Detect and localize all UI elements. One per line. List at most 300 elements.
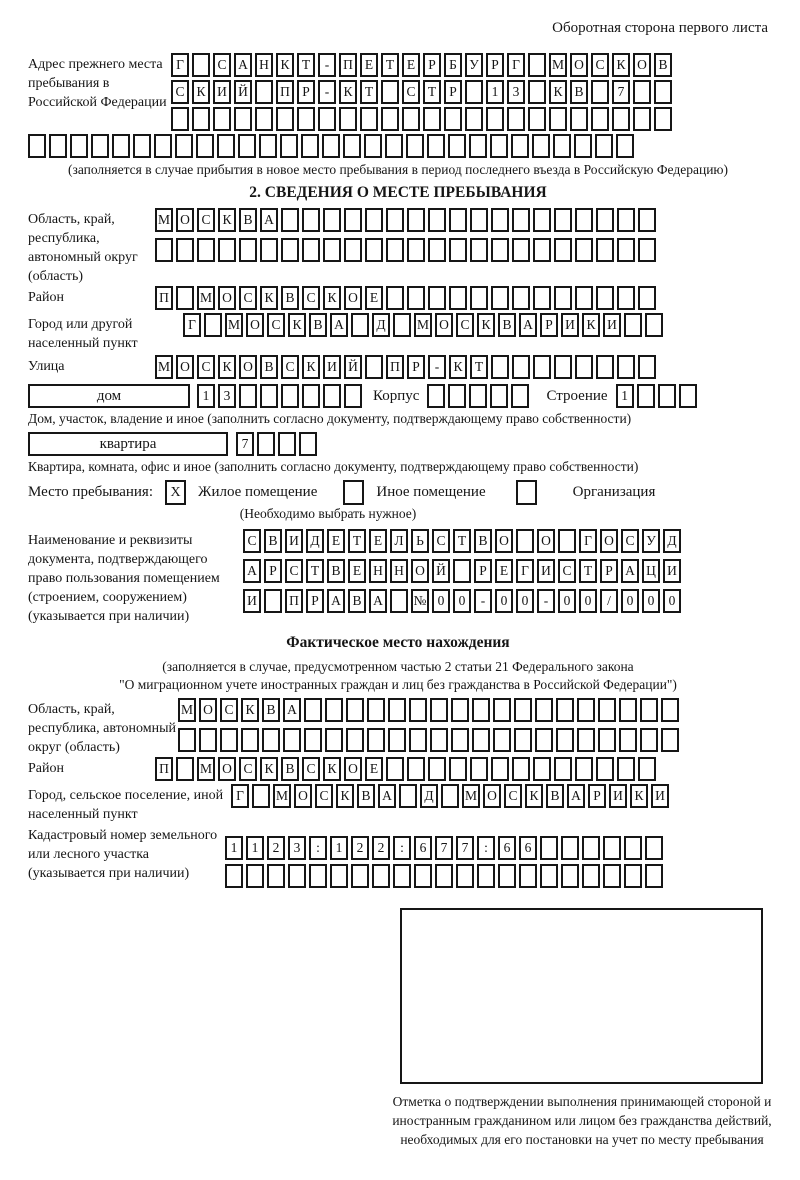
- char-box[interactable]: [323, 384, 341, 408]
- char-box[interactable]: [428, 208, 446, 232]
- char-box[interactable]: [491, 208, 509, 232]
- char-box[interactable]: [470, 757, 488, 781]
- char-box[interactable]: [640, 698, 658, 722]
- char-box[interactable]: С: [621, 529, 639, 553]
- char-box[interactable]: [176, 757, 194, 781]
- char-box[interactable]: [512, 757, 530, 781]
- char-box[interactable]: В: [260, 355, 278, 379]
- char-box[interactable]: 0: [558, 589, 576, 613]
- char-box[interactable]: [511, 384, 529, 408]
- char-box[interactable]: С: [239, 757, 257, 781]
- char-box[interactable]: [498, 864, 516, 888]
- char-box[interactable]: [28, 134, 46, 158]
- char-box[interactable]: [344, 384, 362, 408]
- char-box[interactable]: [549, 107, 567, 131]
- char-box[interactable]: [155, 238, 173, 262]
- char-box[interactable]: -: [428, 355, 446, 379]
- char-box[interactable]: К: [336, 784, 354, 808]
- char-box[interactable]: П: [285, 589, 303, 613]
- char-box[interactable]: П: [386, 355, 404, 379]
- char-box[interactable]: [514, 728, 532, 752]
- char-box[interactable]: [339, 107, 357, 131]
- char-box[interactable]: [196, 134, 214, 158]
- char-box[interactable]: [360, 107, 378, 131]
- char-box[interactable]: [304, 728, 322, 752]
- char-box[interactable]: С: [220, 698, 238, 722]
- char-box[interactable]: А: [519, 313, 537, 337]
- char-box[interactable]: [407, 238, 425, 262]
- char-box[interactable]: [325, 728, 343, 752]
- char-box[interactable]: [528, 80, 546, 104]
- char-box[interactable]: [309, 864, 327, 888]
- char-box[interactable]: О: [344, 757, 362, 781]
- char-box[interactable]: Е: [365, 757, 383, 781]
- char-box[interactable]: [561, 864, 579, 888]
- char-box[interactable]: 1: [486, 80, 504, 104]
- char-box[interactable]: [679, 384, 697, 408]
- char-box[interactable]: К: [449, 355, 467, 379]
- char-box[interactable]: [638, 757, 656, 781]
- char-box[interactable]: [288, 864, 306, 888]
- char-box[interactable]: Р: [540, 313, 558, 337]
- char-box[interactable]: [637, 384, 655, 408]
- char-box[interactable]: Е: [402, 53, 420, 77]
- char-box[interactable]: :: [477, 836, 495, 860]
- char-box[interactable]: [386, 286, 404, 310]
- char-box[interactable]: [259, 134, 277, 158]
- char-box[interactable]: [616, 134, 634, 158]
- char-box[interactable]: В: [357, 784, 375, 808]
- char-box[interactable]: [470, 208, 488, 232]
- char-box[interactable]: 0: [663, 589, 681, 613]
- char-box[interactable]: Т: [348, 529, 366, 553]
- char-box[interactable]: М: [178, 698, 196, 722]
- char-box[interactable]: [280, 134, 298, 158]
- char-box[interactable]: С: [315, 784, 333, 808]
- char-box[interactable]: [472, 728, 490, 752]
- char-box[interactable]: С: [243, 529, 261, 553]
- char-box[interactable]: К: [323, 757, 341, 781]
- char-box[interactable]: С: [591, 53, 609, 77]
- char-box[interactable]: [511, 134, 529, 158]
- char-box[interactable]: [470, 238, 488, 262]
- char-box[interactable]: М: [273, 784, 291, 808]
- char-box[interactable]: 0: [453, 589, 471, 613]
- char-box[interactable]: О: [600, 529, 618, 553]
- char-box[interactable]: [595, 134, 613, 158]
- char-box[interactable]: С: [302, 757, 320, 781]
- char-box[interactable]: К: [302, 355, 320, 379]
- char-box[interactable]: И: [213, 80, 231, 104]
- char-box[interactable]: [239, 238, 257, 262]
- char-box[interactable]: [176, 238, 194, 262]
- char-box[interactable]: [465, 107, 483, 131]
- char-box[interactable]: 7: [456, 836, 474, 860]
- char-box[interactable]: [638, 238, 656, 262]
- char-box[interactable]: О: [435, 313, 453, 337]
- char-box[interactable]: [323, 238, 341, 262]
- char-box[interactable]: А: [234, 53, 252, 77]
- char-box[interactable]: 2: [351, 836, 369, 860]
- char-box[interactable]: [617, 355, 635, 379]
- char-box[interactable]: [386, 208, 404, 232]
- char-box[interactable]: [612, 107, 630, 131]
- char-box[interactable]: В: [281, 286, 299, 310]
- char-box[interactable]: [346, 728, 364, 752]
- char-box[interactable]: Е: [360, 53, 378, 77]
- char-box[interactable]: [451, 698, 469, 722]
- char-box[interactable]: [596, 757, 614, 781]
- char-box[interactable]: Т: [381, 53, 399, 77]
- char-box[interactable]: [252, 784, 270, 808]
- char-box[interactable]: [281, 208, 299, 232]
- char-box[interactable]: [325, 698, 343, 722]
- char-box[interactable]: И: [537, 559, 555, 583]
- char-box[interactable]: [427, 134, 445, 158]
- char-box[interactable]: [351, 313, 369, 337]
- char-box[interactable]: Р: [297, 80, 315, 104]
- char-box[interactable]: [528, 107, 546, 131]
- char-box[interactable]: [407, 208, 425, 232]
- char-box[interactable]: К: [323, 286, 341, 310]
- char-box[interactable]: А: [567, 784, 585, 808]
- char-box[interactable]: [217, 134, 235, 158]
- char-box[interactable]: [365, 208, 383, 232]
- char-box[interactable]: [427, 384, 445, 408]
- char-box[interactable]: 6: [414, 836, 432, 860]
- char-box[interactable]: О: [344, 286, 362, 310]
- char-box[interactable]: [638, 208, 656, 232]
- char-box[interactable]: И: [663, 559, 681, 583]
- char-box[interactable]: С: [504, 784, 522, 808]
- char-box[interactable]: [318, 107, 336, 131]
- char-box[interactable]: [556, 698, 574, 722]
- char-box[interactable]: М: [197, 286, 215, 310]
- char-box[interactable]: [645, 864, 663, 888]
- char-box[interactable]: [365, 238, 383, 262]
- char-box[interactable]: -: [318, 53, 336, 77]
- char-box[interactable]: М: [414, 313, 432, 337]
- char-box[interactable]: В: [654, 53, 672, 77]
- char-box[interactable]: [469, 134, 487, 158]
- char-box[interactable]: [414, 864, 432, 888]
- char-box[interactable]: [283, 728, 301, 752]
- char-box[interactable]: А: [378, 784, 396, 808]
- char-box[interactable]: [624, 836, 642, 860]
- char-box[interactable]: [192, 107, 210, 131]
- char-box[interactable]: [428, 757, 446, 781]
- char-box[interactable]: [491, 355, 509, 379]
- char-box[interactable]: К: [260, 757, 278, 781]
- char-box[interactable]: [220, 728, 238, 752]
- char-box[interactable]: О: [411, 559, 429, 583]
- char-box[interactable]: [633, 107, 651, 131]
- char-box[interactable]: Б: [444, 53, 462, 77]
- char-box[interactable]: [204, 313, 222, 337]
- char-box[interactable]: М: [155, 208, 173, 232]
- char-box[interactable]: О: [218, 286, 236, 310]
- checkbox-other-premises[interactable]: [343, 480, 364, 505]
- char-box[interactable]: [365, 355, 383, 379]
- char-box[interactable]: 0: [495, 589, 513, 613]
- char-box[interactable]: -: [537, 589, 555, 613]
- char-box[interactable]: О: [633, 53, 651, 77]
- char-box[interactable]: [575, 355, 593, 379]
- char-box[interactable]: Г: [516, 559, 534, 583]
- char-box[interactable]: [514, 698, 532, 722]
- char-box[interactable]: [633, 80, 651, 104]
- char-box[interactable]: [393, 864, 411, 888]
- char-box[interactable]: [364, 134, 382, 158]
- char-box[interactable]: [603, 836, 621, 860]
- char-box[interactable]: И: [651, 784, 669, 808]
- char-box[interactable]: Р: [306, 589, 324, 613]
- char-box[interactable]: [344, 208, 362, 232]
- char-box[interactable]: А: [327, 589, 345, 613]
- char-box[interactable]: [453, 559, 471, 583]
- char-box[interactable]: 2: [372, 836, 390, 860]
- char-box[interactable]: [276, 107, 294, 131]
- char-box[interactable]: [449, 238, 467, 262]
- char-box[interactable]: [281, 384, 299, 408]
- char-box[interactable]: Л: [390, 529, 408, 553]
- char-box[interactable]: [640, 728, 658, 752]
- char-box[interactable]: 0: [579, 589, 597, 613]
- char-box[interactable]: О: [495, 529, 513, 553]
- char-box[interactable]: [451, 728, 469, 752]
- char-box[interactable]: [386, 757, 404, 781]
- char-box[interactable]: О: [199, 698, 217, 722]
- char-box[interactable]: [218, 238, 236, 262]
- char-box[interactable]: [407, 757, 425, 781]
- char-box[interactable]: Т: [579, 559, 597, 583]
- char-box[interactable]: /: [600, 589, 618, 613]
- char-box[interactable]: И: [609, 784, 627, 808]
- char-box[interactable]: О: [239, 355, 257, 379]
- char-box[interactable]: -: [474, 589, 492, 613]
- char-box[interactable]: 0: [621, 589, 639, 613]
- char-box[interactable]: [343, 134, 361, 158]
- char-box[interactable]: Д: [420, 784, 438, 808]
- char-box[interactable]: [402, 107, 420, 131]
- char-box[interactable]: [255, 80, 273, 104]
- char-box[interactable]: [154, 134, 172, 158]
- char-box[interactable]: М: [155, 355, 173, 379]
- char-box[interactable]: С: [281, 355, 299, 379]
- char-box[interactable]: [624, 313, 642, 337]
- char-box[interactable]: Т: [453, 529, 471, 553]
- char-box[interactable]: Г: [231, 784, 249, 808]
- char-box[interactable]: [330, 864, 348, 888]
- char-box[interactable]: [197, 238, 215, 262]
- char-box[interactable]: [535, 728, 553, 752]
- char-box[interactable]: А: [283, 698, 301, 722]
- char-box[interactable]: Ц: [642, 559, 660, 583]
- char-box[interactable]: [528, 53, 546, 77]
- char-box[interactable]: [304, 698, 322, 722]
- char-box[interactable]: У: [642, 529, 660, 553]
- char-box[interactable]: [556, 728, 574, 752]
- char-box[interactable]: [575, 238, 593, 262]
- char-box[interactable]: [661, 728, 679, 752]
- char-box[interactable]: [619, 728, 637, 752]
- char-box[interactable]: [448, 384, 466, 408]
- char-box[interactable]: [260, 384, 278, 408]
- char-box[interactable]: Д: [306, 529, 324, 553]
- char-box[interactable]: [255, 107, 273, 131]
- char-box[interactable]: [617, 238, 635, 262]
- char-box[interactable]: [441, 784, 459, 808]
- char-box[interactable]: И: [323, 355, 341, 379]
- char-box[interactable]: 7: [435, 836, 453, 860]
- char-box[interactable]: [281, 238, 299, 262]
- char-box[interactable]: М: [462, 784, 480, 808]
- char-box[interactable]: [553, 134, 571, 158]
- char-box[interactable]: [49, 134, 67, 158]
- char-box[interactable]: [532, 134, 550, 158]
- char-box[interactable]: В: [546, 784, 564, 808]
- char-box[interactable]: [491, 757, 509, 781]
- char-box[interactable]: [406, 134, 424, 158]
- char-box[interactable]: [477, 864, 495, 888]
- char-box[interactable]: [199, 728, 217, 752]
- char-box[interactable]: [267, 864, 285, 888]
- char-box[interactable]: 1: [246, 836, 264, 860]
- char-box[interactable]: П: [339, 53, 357, 77]
- char-box[interactable]: К: [288, 313, 306, 337]
- char-box[interactable]: С: [402, 80, 420, 104]
- char-box[interactable]: В: [348, 589, 366, 613]
- char-box[interactable]: [465, 80, 483, 104]
- char-box[interactable]: П: [155, 286, 173, 310]
- char-box[interactable]: [519, 864, 537, 888]
- char-box[interactable]: [617, 757, 635, 781]
- char-box[interactable]: Т: [297, 53, 315, 77]
- char-box[interactable]: К: [218, 355, 236, 379]
- char-box[interactable]: [133, 134, 151, 158]
- char-box[interactable]: [575, 208, 593, 232]
- char-box[interactable]: А: [243, 559, 261, 583]
- char-box[interactable]: [297, 107, 315, 131]
- char-box[interactable]: [654, 107, 672, 131]
- char-box[interactable]: [407, 286, 425, 310]
- char-box[interactable]: [598, 698, 616, 722]
- char-box[interactable]: [409, 698, 427, 722]
- char-box[interactable]: [561, 836, 579, 860]
- char-box[interactable]: С: [213, 53, 231, 77]
- char-box[interactable]: [516, 529, 534, 553]
- char-box[interactable]: Й: [344, 355, 362, 379]
- char-box[interactable]: [570, 107, 588, 131]
- char-box[interactable]: И: [561, 313, 579, 337]
- char-box[interactable]: Т: [470, 355, 488, 379]
- char-box[interactable]: [381, 80, 399, 104]
- char-box[interactable]: [428, 238, 446, 262]
- char-box[interactable]: Г: [171, 53, 189, 77]
- char-box[interactable]: С: [302, 286, 320, 310]
- char-box[interactable]: [302, 238, 320, 262]
- char-box[interactable]: [554, 238, 572, 262]
- char-box[interactable]: [112, 134, 130, 158]
- char-box[interactable]: [486, 107, 504, 131]
- char-box[interactable]: Ь: [411, 529, 429, 553]
- char-box[interactable]: [470, 286, 488, 310]
- char-box[interactable]: М: [225, 313, 243, 337]
- char-box[interactable]: [260, 238, 278, 262]
- char-box[interactable]: [301, 134, 319, 158]
- char-box[interactable]: [346, 698, 364, 722]
- char-box[interactable]: [554, 286, 572, 310]
- char-box[interactable]: О: [176, 208, 194, 232]
- char-box[interactable]: В: [264, 529, 282, 553]
- char-box[interactable]: [344, 238, 362, 262]
- char-box[interactable]: [617, 208, 635, 232]
- char-box[interactable]: [393, 313, 411, 337]
- char-box[interactable]: В: [262, 698, 280, 722]
- char-box[interactable]: С: [456, 313, 474, 337]
- char-box[interactable]: И: [243, 589, 261, 613]
- char-box[interactable]: Г: [183, 313, 201, 337]
- char-box[interactable]: [591, 107, 609, 131]
- char-box[interactable]: Д: [663, 529, 681, 553]
- char-box[interactable]: [507, 107, 525, 131]
- char-box[interactable]: О: [176, 355, 194, 379]
- char-box[interactable]: [591, 80, 609, 104]
- char-box[interactable]: [554, 208, 572, 232]
- char-box[interactable]: №: [411, 589, 429, 613]
- char-box[interactable]: И: [603, 313, 621, 337]
- char-box[interactable]: С: [267, 313, 285, 337]
- char-box[interactable]: Е: [348, 559, 366, 583]
- char-box[interactable]: Е: [365, 286, 383, 310]
- char-box[interactable]: [540, 836, 558, 860]
- char-box[interactable]: В: [239, 208, 257, 232]
- char-box[interactable]: [444, 107, 462, 131]
- char-box[interactable]: [428, 286, 446, 310]
- char-box[interactable]: О: [570, 53, 588, 77]
- char-box[interactable]: [278, 432, 296, 456]
- char-box[interactable]: О: [294, 784, 312, 808]
- char-box[interactable]: [533, 238, 551, 262]
- char-box[interactable]: [512, 355, 530, 379]
- char-box[interactable]: Е: [369, 529, 387, 553]
- char-box[interactable]: [456, 864, 474, 888]
- char-box[interactable]: Й: [432, 559, 450, 583]
- char-box[interactable]: [234, 107, 252, 131]
- char-box[interactable]: М: [549, 53, 567, 77]
- char-box[interactable]: [435, 864, 453, 888]
- char-box[interactable]: 2: [267, 836, 285, 860]
- char-box[interactable]: С: [285, 559, 303, 583]
- char-box[interactable]: Т: [306, 559, 324, 583]
- char-box[interactable]: [533, 757, 551, 781]
- char-box[interactable]: [654, 80, 672, 104]
- checkbox-organization[interactable]: [516, 480, 537, 505]
- char-box[interactable]: [577, 728, 595, 752]
- char-box[interactable]: Е: [327, 529, 345, 553]
- char-box[interactable]: 1: [616, 384, 634, 408]
- char-box[interactable]: П: [276, 80, 294, 104]
- char-box[interactable]: [448, 134, 466, 158]
- char-box[interactable]: Г: [507, 53, 525, 77]
- char-box[interactable]: [423, 107, 441, 131]
- char-box[interactable]: [469, 384, 487, 408]
- char-box[interactable]: Г: [579, 529, 597, 553]
- char-box[interactable]: 3: [507, 80, 525, 104]
- char-box[interactable]: [302, 208, 320, 232]
- char-box[interactable]: [491, 238, 509, 262]
- char-box[interactable]: А: [260, 208, 278, 232]
